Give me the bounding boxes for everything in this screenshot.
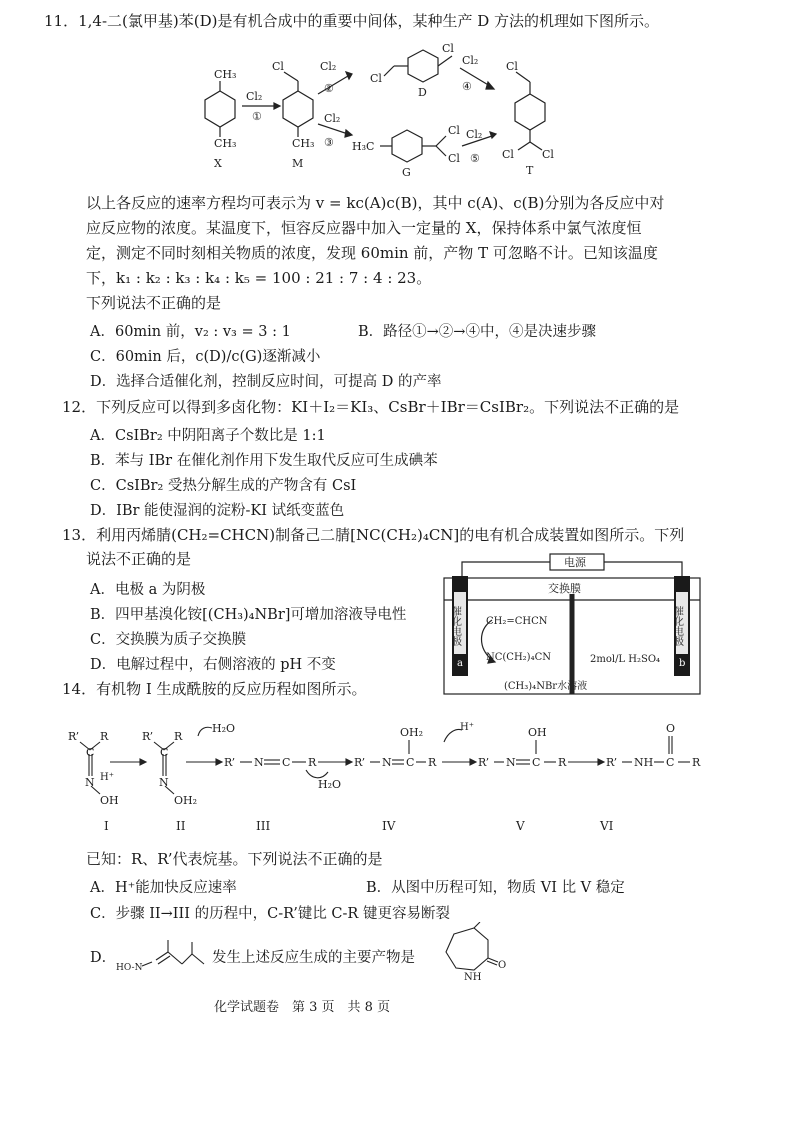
oxime-structure — [112, 936, 208, 978]
q14-option-d-prefix: D． — [90, 950, 117, 966]
q11-option-b: B．路径①→②→④中，④是决速步骤 — [358, 324, 596, 340]
q11-option-d: D．选择合适催化剂，控制反应时间，可提高 D 的产率 — [90, 374, 442, 390]
benzene-ring-m — [283, 91, 313, 127]
page-footer: 化学试题卷 第 3 页 共 8 页 — [214, 1000, 391, 1015]
svg-text:Cl: Cl — [370, 72, 382, 85]
q14-stem: 14．有机物 I 生成酰胺的反应历程如图所示。 — [62, 680, 367, 698]
svg-text:R: R — [692, 756, 701, 769]
svg-text:催化电极: 催化电极 — [671, 606, 683, 646]
svg-text:OH: OH — [100, 794, 119, 807]
svg-text:R: R — [100, 730, 109, 743]
svg-text:N: N — [254, 756, 264, 769]
svg-text:Cl₂: Cl₂ — [466, 128, 483, 141]
svg-text:Cl: Cl — [448, 152, 460, 165]
q12-stem: 12．下列反应可以得到多卤化物：KI＋I₂＝KI₃、CsBr＋IBr＝CsIBr₂。下列说法不正确的是 — [62, 398, 680, 416]
svg-text:C: C — [406, 756, 415, 769]
svg-text:NH: NH — [464, 972, 482, 983]
q11-para-2: 应反应物的浓度。某温度下，恒容反应器中加入一定量的 X，保持体系中氯气浓度恒 — [86, 219, 642, 237]
svg-text:N: N — [382, 756, 392, 769]
svg-text:N: N — [506, 756, 516, 769]
svg-text:IV: IV — [382, 819, 396, 833]
q13-option-d: D．电解过程中，右侧溶液的 pH 不变 — [90, 657, 336, 673]
svg-text:C: C — [666, 756, 675, 769]
q13-option-c: C．交换膜为质子交换膜 — [90, 632, 247, 648]
q14-option-c: C．步骤 II→III 的历程中，C-R’键比 C-R 键更容易断裂 — [90, 906, 450, 922]
q13-stem-2: 说法不正确的是 — [86, 550, 192, 568]
svg-text:①: ① — [252, 110, 262, 123]
svg-text:R’: R’ — [68, 730, 80, 743]
svg-text:X: X — [214, 157, 222, 170]
svg-text:H₂O: H₂O — [318, 778, 342, 791]
q12-option-d: D．IBr 能使湿润的淀粉-KI 试纸变蓝色 — [90, 503, 345, 519]
svg-text:OH₂: OH₂ — [400, 726, 424, 739]
svg-text:G: G — [402, 166, 411, 179]
svg-text:CH₃: CH₃ — [214, 68, 237, 81]
svg-text:b: b — [679, 658, 686, 669]
benzene-ring-d — [408, 50, 438, 82]
svg-text:CH₂=CHCN: CH₂=CHCN — [486, 616, 548, 627]
svg-text:OH₂: OH₂ — [174, 794, 198, 807]
svg-text:H⁺: H⁺ — [100, 772, 114, 783]
svg-text:Cl: Cl — [542, 148, 554, 161]
svg-text:Cl₂: Cl₂ — [246, 90, 263, 103]
svg-text:I: I — [104, 819, 109, 833]
svg-text:II: II — [176, 819, 186, 833]
q11-para-1: 以上各反应的速率方程均可表示为 v = kc(A)c(B)，其中 c(A)、c(B)分别为各反应中对 — [86, 194, 665, 212]
q12-option-b: B．苯与 IBr 在催化剂作用下发生取代反应可生成碘苯 — [90, 453, 438, 469]
benzene-ring-x — [205, 91, 235, 127]
svg-text:Cl: Cl — [506, 60, 518, 73]
svg-text:CH₃: CH₃ — [292, 137, 315, 150]
svg-text:③: ③ — [324, 136, 334, 149]
svg-text:O: O — [498, 960, 506, 971]
svg-text:C: C — [532, 756, 541, 769]
q14-mechanism — [60, 706, 750, 836]
svg-text:R’: R’ — [606, 756, 618, 769]
svg-text:N: N — [159, 776, 169, 789]
svg-text:R: R — [308, 756, 317, 769]
svg-text:Cl: Cl — [502, 148, 514, 161]
q11-ask: 下列说法不正确的是 — [86, 294, 222, 312]
svg-text:交换膜: 交换膜 — [548, 582, 581, 595]
svg-text:电源: 电源 — [564, 556, 586, 569]
q14-option-a: A．H⁺能加快反应速率 — [90, 880, 237, 896]
svg-text:R: R — [174, 730, 183, 743]
svg-text:III: III — [256, 819, 271, 833]
q11-stem: 11．1,4-二(氯甲基)苯(D)是有机合成中的重要中间体，某种生产 D 方法的机理如下图所示。 — [44, 12, 660, 30]
svg-text:R’: R’ — [354, 756, 366, 769]
q11-option-a: A．60min 前，v₂ : v₃ = 3 : 1 — [90, 324, 291, 340]
seven-membered-ring — [446, 928, 488, 970]
svg-text:④: ④ — [462, 80, 472, 93]
svg-text:M: M — [292, 157, 304, 170]
benzene-ring-g — [392, 130, 422, 162]
svg-text:⑤: ⑤ — [470, 152, 480, 165]
svg-text:Cl₂: Cl₂ — [324, 112, 341, 125]
svg-text:H₂O: H₂O — [212, 722, 236, 735]
svg-text:(CH₃)₄NBr水溶液: (CH₃)₄NBr水溶液 — [504, 681, 588, 692]
svg-text:VI: VI — [600, 819, 614, 833]
q12-option-c: C．CsIBr₂ 受热分解生成的产物含有 CsI — [90, 478, 357, 494]
svg-text:N: N — [85, 776, 95, 789]
svg-text:D: D — [418, 86, 427, 99]
svg-text:②: ② — [324, 82, 334, 95]
svg-text:a: a — [457, 658, 463, 669]
q11-para-4: 下，k₁ : k₂ : k₃ : k₄ : k₅ = 100 : 21 : 7 : 4 : 23。 — [86, 269, 432, 287]
electrolysis-apparatus — [440, 548, 704, 696]
svg-text:催化电极: 催化电极 — [449, 606, 461, 646]
svg-text:R: R — [558, 756, 567, 769]
svg-text:C: C — [86, 746, 95, 759]
lactam-product-structure — [436, 922, 506, 984]
svg-text:V: V — [516, 819, 525, 833]
q14-known: 已知：R、R’代表烷基。下列说法不正确的是 — [86, 850, 383, 868]
svg-text:Cl: Cl — [448, 124, 460, 137]
benzene-ring-t — [515, 94, 545, 130]
svg-text:C: C — [160, 746, 169, 759]
svg-text:R’: R’ — [478, 756, 490, 769]
svg-text:Cl: Cl — [272, 60, 284, 73]
svg-text:Cl₂: Cl₂ — [462, 54, 479, 67]
svg-text:R: R — [428, 756, 437, 769]
q13-option-a: A．电极 a 为阴极 — [90, 582, 206, 598]
svg-text:CH₃: CH₃ — [214, 137, 237, 150]
svg-text:R’: R’ — [224, 756, 236, 769]
svg-text:O: O — [666, 722, 676, 735]
svg-text:T: T — [526, 164, 534, 177]
svg-text:Cl₂: Cl₂ — [320, 60, 337, 73]
q13-option-b: B．四甲基溴化铵[(CH₃)₄NBr]可增加溶液导电性 — [90, 607, 407, 623]
svg-text:NC(CH₂)₄CN: NC(CH₂)₄CN — [486, 652, 551, 663]
svg-text:2mol/L H₂SO₄: 2mol/L H₂SO₄ — [590, 654, 661, 665]
svg-text:R’: R’ — [142, 730, 154, 743]
svg-text:OH: OH — [528, 726, 547, 739]
q11-para-3: 定，测定不同时刻相关物质的浓度，发现 60min 前，产物 T 可忽略不计。已知该温度 — [86, 244, 658, 262]
q14-option-d-text: 发生上述反应生成的主要产物是 — [212, 950, 415, 966]
q11-reaction-scheme — [180, 34, 600, 184]
q11-option-c: C．60min 后，c(D)/c(G)逐渐减小 — [90, 349, 321, 365]
svg-text:C: C — [282, 756, 291, 769]
q13-stem-1: 13．利用丙烯腈(CH₂=CHCN)制备己二腈[NC(CH₂)₄CN]的电有机合成装置如图所示。下列 — [62, 526, 685, 544]
svg-text:HO-N: HO-N — [116, 963, 143, 973]
svg-text:H₃C: H₃C — [352, 140, 375, 153]
q12-option-a: A．CsIBr₂ 中阴阳离子个数比是 1:1 — [90, 428, 326, 444]
svg-text:NH: NH — [634, 756, 654, 769]
svg-text:Cl: Cl — [442, 42, 454, 55]
svg-text:H⁺: H⁺ — [460, 722, 474, 733]
q14-option-b: B．从图中历程可知，物质 VI 比 V 稳定 — [366, 880, 625, 896]
